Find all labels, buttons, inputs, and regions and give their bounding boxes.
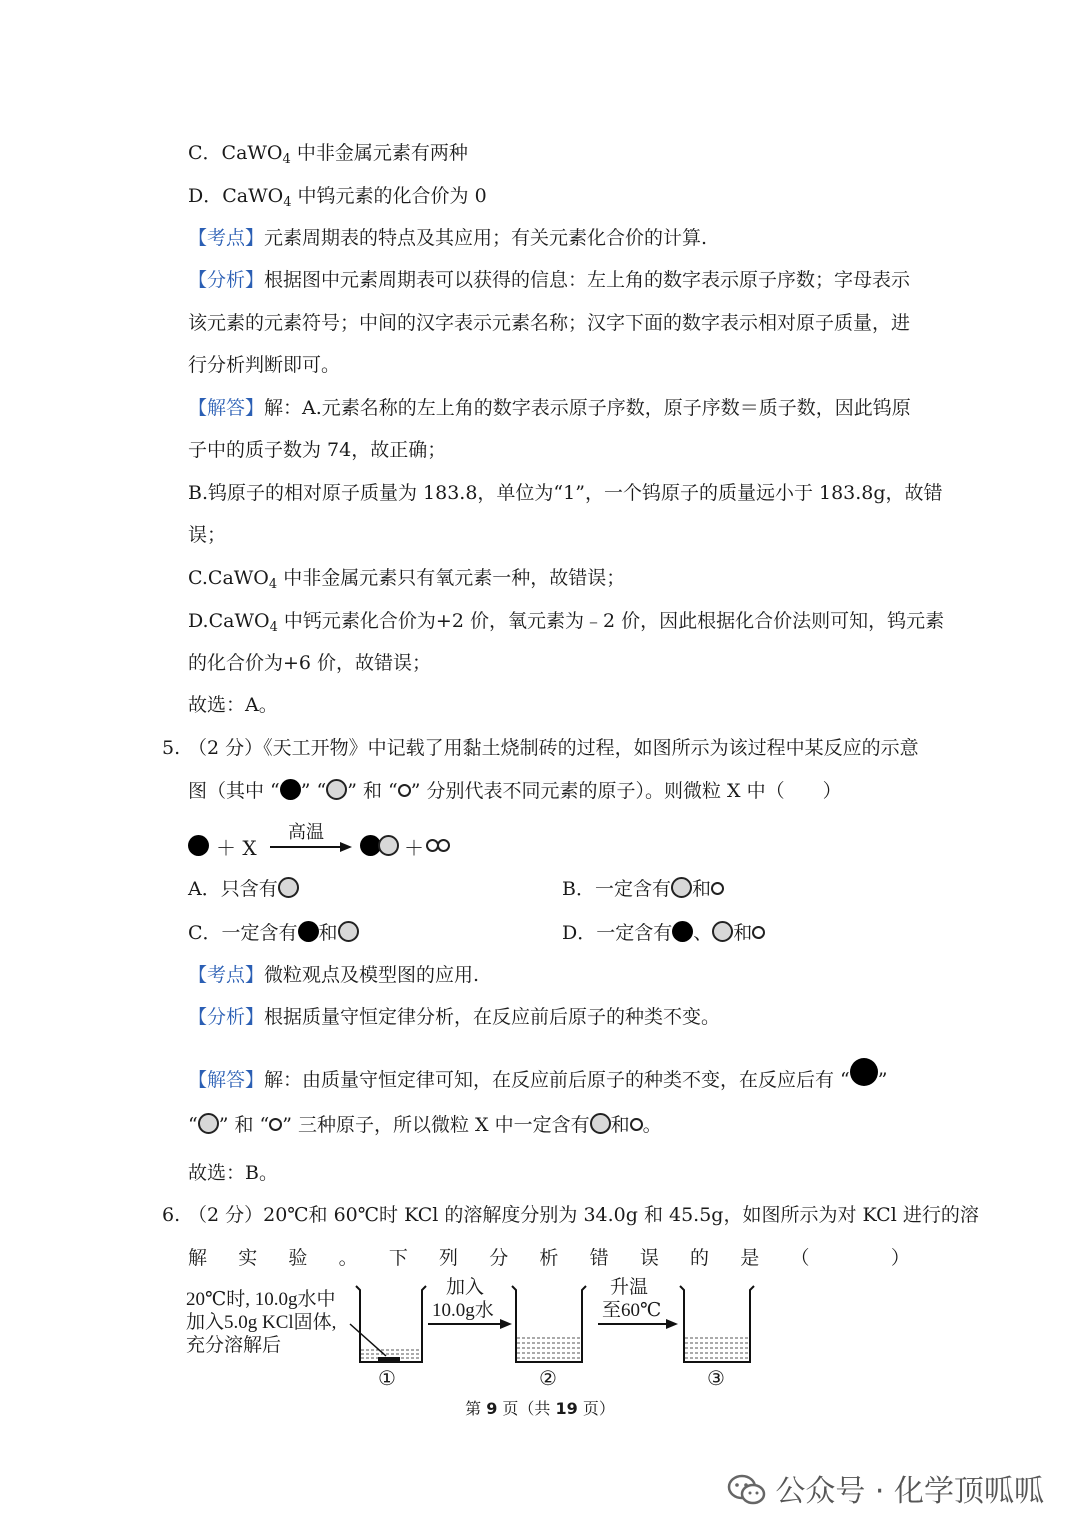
fenxi-4-line1: 【分析】根据图中元素周期表可以获得的信息：左上角的数字表示原子序数；字母表示: [188, 269, 911, 291]
page-footer: 第 9 页（共 19 页）: [465, 1399, 615, 1418]
grey-atom-icon: [338, 921, 359, 942]
jieda-4-line1: 【解答】解：A.元素名称的左上角的数字表示原子序数，原子序数＝质子数，因此钨原: [188, 397, 911, 419]
question-5-line1: （2 分）《天工开物》中记载了用黏土烧制砖的过程，如图所示为该过程中某反应的示意: [188, 737, 919, 759]
grey-atom-icon: [712, 921, 733, 942]
q5-option-d: D．一定含有 、 和: [562, 920, 765, 946]
kaodian-tag: 【考点】: [188, 964, 265, 986]
question-6-line1: （2 分）20℃和 60℃时 KCl 的溶解度分别为 34.0g 和 45.5g，如图所示为对 KCl 进行的溶: [188, 1204, 979, 1226]
question-5-number: 5.: [162, 737, 181, 759]
jieda-5-line2: “ ” 和 “ ” 三种原子，所以微粒 X 中一定含有 和 。: [188, 1114, 662, 1136]
step1-amount: 10.0g水: [432, 1300, 494, 1321]
arrow-2-icon: [598, 1319, 678, 1329]
step2-label: 升温: [610, 1277, 649, 1298]
q5-option-b: B．一定含有 和: [562, 876, 724, 902]
fenxi-5: 【分析】根据质量守恒定律分析，在反应前后原子的种类不变。: [188, 1006, 721, 1028]
black-atom-icon: [672, 921, 693, 942]
jieda-4-line4: 误；: [188, 524, 227, 546]
experiment-description: 20℃时, 10.0g水中 加入5.0g KCl固体, 充分溶解后: [186, 1289, 337, 1356]
black-atom-icon: [188, 835, 209, 856]
question-6-number: 6.: [162, 1204, 181, 1226]
beaker-label-1: ①: [378, 1368, 396, 1390]
white-atom-icon: [752, 926, 765, 939]
experiment-diagram: [186, 1276, 766, 1396]
jieda-tag: 【解答】: [188, 397, 265, 419]
answer-5: 故选：B。: [188, 1162, 278, 1184]
wechat-icon: [727, 1474, 767, 1506]
option-d-line: D．CaWO$_4$ 中钨元素的化合价为 0: [188, 185, 487, 210]
jieda-5-line1: 【解答】解：由质量守恒定律可知，在反应前后原子的种类不变，在反应后有 “ ”: [188, 1058, 918, 1093]
reaction-equation: ＋ X 高温 ＋: [188, 818, 468, 864]
beaker-label-3: ③: [707, 1368, 725, 1390]
beaker-2: [512, 1286, 586, 1362]
beaker-3: [680, 1286, 754, 1362]
grey-atom-icon: [671, 877, 692, 898]
kaodian-tag: 【考点】: [188, 227, 265, 249]
fenxi-tag: 【分析】: [188, 269, 265, 291]
grey-atom-icon: [590, 1113, 611, 1134]
arrow-icon: [270, 841, 352, 853]
grey-atom-icon: [278, 877, 299, 898]
kaodian-4: 【考点】元素周期表的特点及其应用；有关元素化合价的计算.: [188, 227, 708, 249]
white-atom-icon: [711, 882, 724, 895]
black-atom-icon: [298, 921, 319, 942]
fenxi-4-line2: 该元素的元素符号；中间的汉字表示元素名称；汉字下面的数字表示相对原子质量，进: [188, 312, 911, 334]
answer-4: 故选：A。: [188, 694, 278, 716]
black-atom-icon: [850, 1058, 878, 1086]
beaker-1: [350, 1286, 426, 1362]
step2-temp: 至60℃: [602, 1300, 662, 1321]
jieda-4-line6: D.CaWO$_4$ 中钙元素化合价为+2 价，氧元素为﹣2 价，因此根据化合价法则可知，钨元素: [188, 610, 945, 635]
watermark: 公众号 · 化学顶呱呱: [727, 1466, 1044, 1510]
white-atom-icon: [398, 784, 411, 797]
question-5-line2: 图（其中 “ ” “ ” 和 “ ” 分别代表不同元素的原子）。则微粒 X 中（ ）: [188, 780, 842, 802]
beaker-label-2: ②: [539, 1368, 557, 1390]
step1-label: 加入: [445, 1277, 484, 1298]
jieda-4-line2: 子中的质子数为 74，故正确；: [188, 439, 447, 461]
grey-atom-icon: [198, 1113, 219, 1134]
jieda-4-line3: B.钨原子的相对原子质量为 183.8，单位为“1”，一个钨原子的质量远小于 183.8g，故错: [188, 482, 943, 504]
arrow-1-icon: [428, 1319, 512, 1329]
grey-atom-icon: [378, 835, 399, 856]
jieda-4-line7: 的化合价为+6 价，故错误；: [188, 652, 432, 674]
fenxi-4-line3: 行分析判断即可。: [188, 354, 341, 376]
grey-atom-icon: [326, 779, 347, 800]
jieda-tag: 【解答】: [188, 1069, 265, 1091]
option-c-line: C．CaWO$_4$ 中非金属元素有两种: [188, 142, 468, 167]
white-atom-icon: [437, 839, 450, 852]
q5-option-a: A．只含有: [188, 876, 299, 902]
white-atom-icon: [630, 1118, 643, 1131]
q5-option-c: C．一定含有 和: [188, 920, 359, 946]
jieda-4-line5: C.CaWO$_4$ 中非金属元素只有氧元素一种，故错误；: [188, 567, 626, 592]
kaodian-5: 【考点】微粒观点及模型图的应用.: [188, 964, 480, 986]
question-6-line2: 解 实 验 。 下 列 分 析 错 误 的 是 （ ）: [188, 1247, 910, 1269]
white-atom-icon: [269, 1118, 282, 1131]
black-atom-icon: [280, 779, 301, 800]
fenxi-tag: 【分析】: [188, 1006, 265, 1028]
beakers-svg: [186, 1276, 766, 1368]
